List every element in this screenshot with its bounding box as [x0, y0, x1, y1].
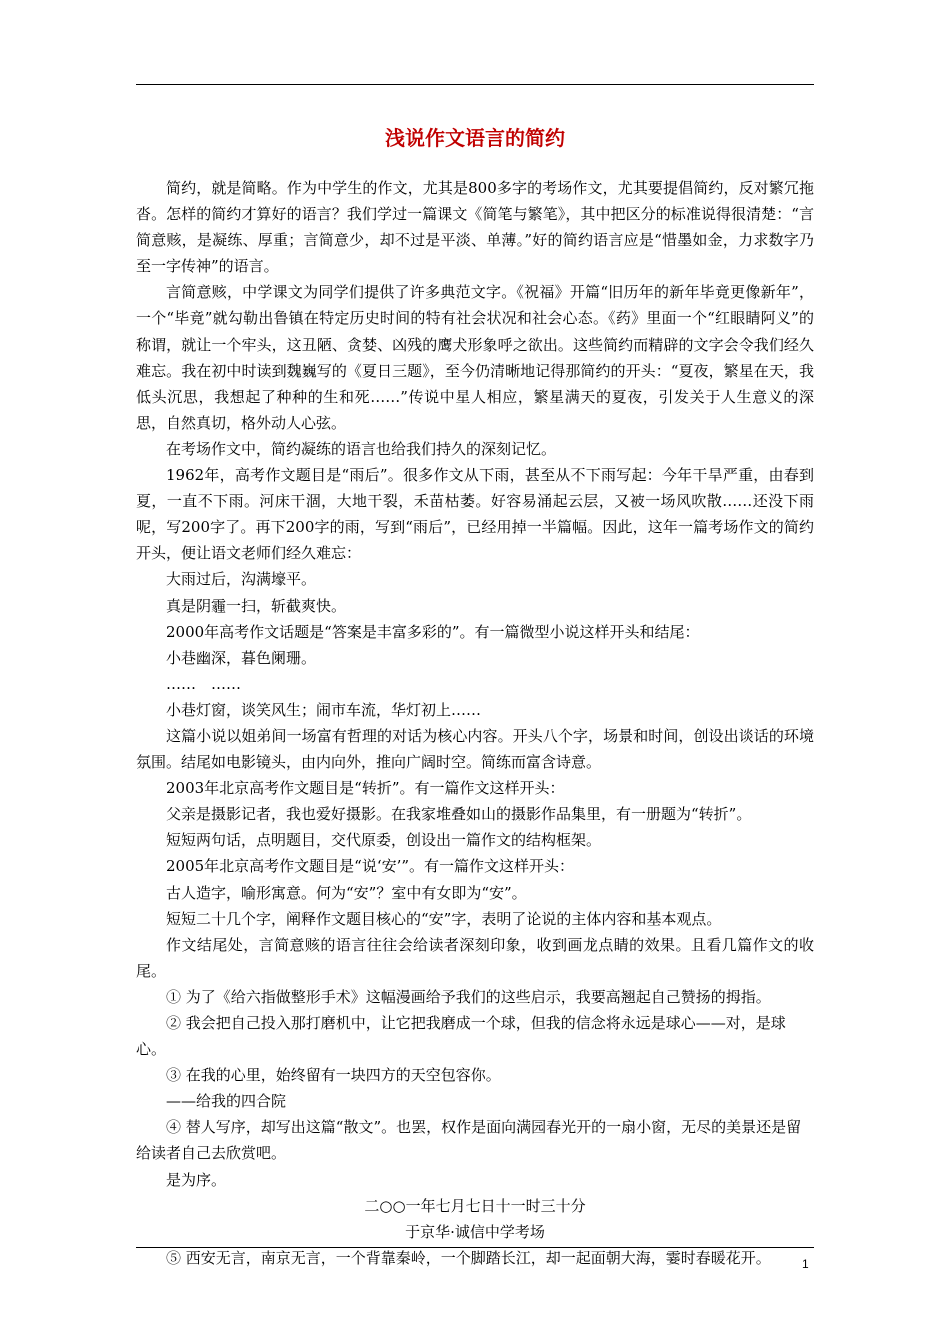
quote-line: 小巷灯窗，谈笑风生；闹市车流，华灯初上…… [166, 700, 482, 719]
article-body [136, 175, 814, 1271]
quote-line: ③ 在我的心里，始终留有一块四方的天空包容你。 [166, 1066, 501, 1085]
quote-line: ④ 替人写序，却写出这篇“散文”。也罢，权作是面向满园春光开的一扇小窗，无尽的美景还是留给读者自己去欣赏吧。 [136, 1118, 802, 1163]
page-number: 1 [802, 1257, 809, 1271]
quote-line: …… …… [166, 674, 242, 693]
quote-line: 小巷幽深，暮色阑珊。 [166, 648, 317, 667]
quote-line: 父亲是摄影记者，我也爱好摄影。在我家堆叠如山的摄影作品集里，有一册题为“转折”。 [166, 805, 752, 824]
quote-line: 是为序。 [166, 1170, 227, 1189]
paragraph: 真是阴霾一扫，斩截爽快。 [166, 596, 347, 615]
footer-rule [136, 1247, 814, 1248]
paragraph: 2005年北京高考作文题目是“说‘安’”。有一篇作文这样开头： [166, 857, 575, 876]
date-line: 二○○一年七月七日十一时三十分 [364, 1196, 586, 1215]
place-line: 于京华·诚信中学考场 [405, 1222, 545, 1241]
paragraph: 短短两句话，点明题目，交代原委，创设出一篇作文的结构框架。 [166, 831, 602, 850]
article-title: 浅说作文语言的简约 [385, 126, 565, 150]
paragraph: 短短二十几个字，阐释作文题目核心的“安”字，表明了论说的主体内容和基本观点。 [166, 909, 722, 928]
header-rule [136, 84, 814, 85]
paragraph: 这篇小说以姐弟间一场富有哲理的对话为核心内容。开头八个字，场景和时间，创设出谈话的环境氛围。结尾如电影镜头，由内向外，推向广阔时空。简练而富含诗意。 [136, 726, 814, 772]
paragraph: 作文结尾处，言简意赅的语言往往会给读者深刻印象，收到画龙点睛的效果。且看几篇作文的收尾。 [136, 935, 814, 980]
quote-line: ② 我会把自己投入那打磨机中，让它把我磨成一个球，但我的信念将永远是球心——对，是球心。 [136, 1014, 786, 1059]
quote-line: 大雨过后，沟满壕平。 [166, 570, 317, 589]
quote-line: 古人造字，喻形寓意。何为“安”？室中有女即为“安”。 [166, 883, 527, 902]
quote-line: ① 为了《给六指做整形手术》这幅漫画给予我们的这些启示，我要高翘起自己赞扬的拇指。 [166, 987, 771, 1006]
paragraph: 2000年高考作文话题是“答案是丰富多彩的”。有一篇微型小说这样开头和结尾： [166, 622, 700, 641]
quote-line: ——给我的四合院 [166, 1092, 287, 1111]
paragraph: 简约，就是简略。作为中学生的作文，尤其是800多字的考场作文，尤其要提倡简约，反对繁冗拖沓。怎样的简约才算好的语言？我们学过一篇课文《简笔与繁笔》，其中把区分的标准说得很清楚：“言简意赅，是凝练、厚重；言简意少，却不过是平淡、单薄。”好的简约语言应是“惜墨如金，力求数字乃至一字传神”的语言。 [136, 179, 814, 276]
paragraph: 1962年，高考作文题目是“雨后”。很多作文从下雨，甚至从不下雨写起：今年干旱严重，由春到夏，一直不下雨。河床干涸，大地干裂，禾苗枯萎。好容易涌起云层，又被一场风吹散……还没下雨呢，写200字了。再下200字的雨，写到“雨后”，已经用掉一半篇幅。因此，这年一篇考场作文的简约开头，便让语文老师们经久难忘： [136, 466, 814, 563]
paragraph: 言简意赅，中学课文为同学们提供了许多典范文字。《祝福》开篇“旧历年的新年毕竟更像新年”，一个“毕竟”就勾勒出鲁镇在特定历史时间的特有社会状况和社会心态。《药》里面一个“红眼睛阿义”的称谓，就让一个牢头，这丑陋、贪婪、凶残的鹰犬形象呼之欲出。这些简约而精辟的文字会令我们经久难忘。我在初中时读到魏巍写的《夏日三题》，至今仍清晰地记得那简约的开头：“夏夜，繁星在天，我低头沉思，我想起了种种的生和死……”传说中星人相应，繁星满天的夏夜，引发关于人生意义的深思，自然真切，格外动人心弦。 [136, 283, 814, 432]
quote-line: ⑤ 西安无言，南京无言，一个背靠秦岭，一个脚踏长江，却一起面朝大海，霎时春暖花开。 [166, 1248, 771, 1267]
paragraph: 2003年北京高考作文题目是“转折”。有一篇作文这样开头： [166, 779, 565, 798]
paragraph: 在考场作文中，简约凝练的语言也给我们持久的深刻记忆。 [166, 439, 557, 458]
